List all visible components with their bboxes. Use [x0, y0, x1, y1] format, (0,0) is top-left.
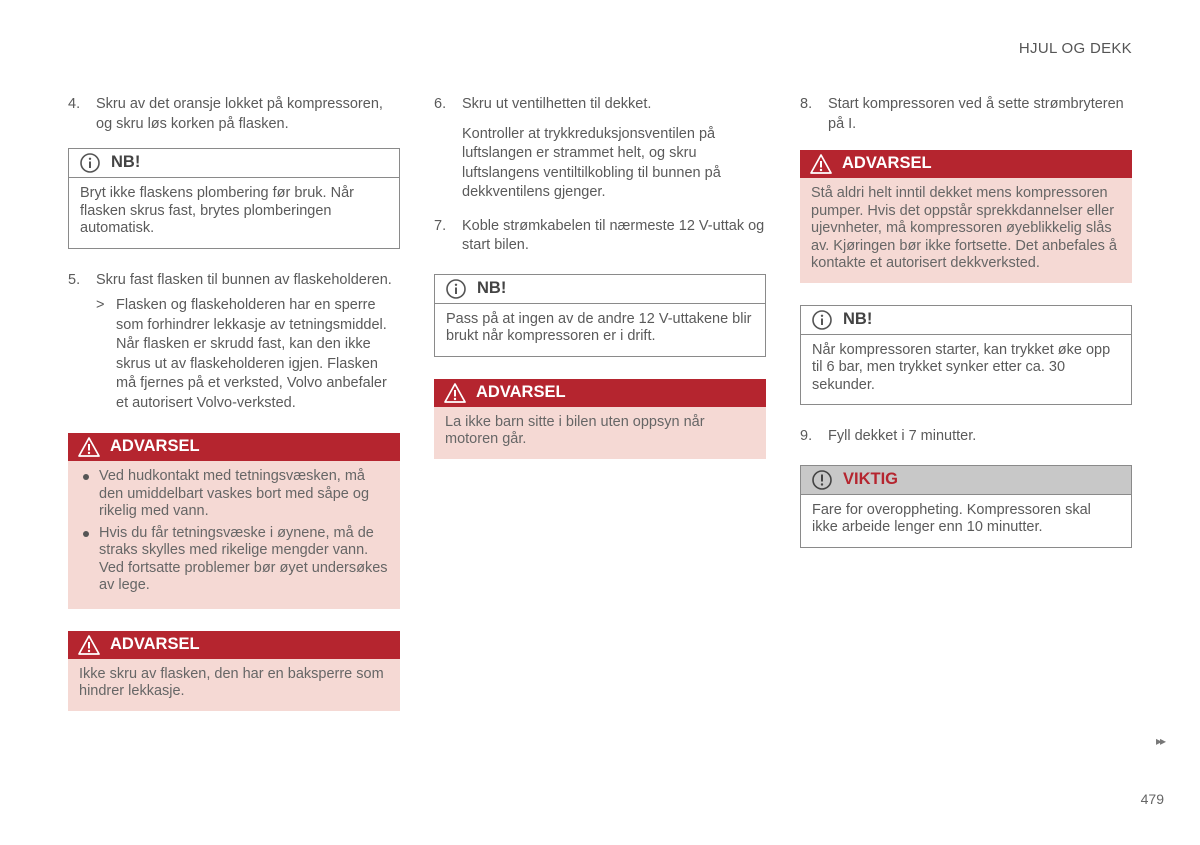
info-circle-icon: [79, 152, 101, 174]
step-extra-text: Kontroller at trykkreduksjonsventilen på luftslangen er strammet helt, og skru luftslangens ventiltilkobling til bunnen på dekkventilens gjenger.: [462, 125, 721, 200]
nb-title: NB!: [843, 309, 873, 328]
nb-note: [800, 305, 1132, 406]
viktig-box: [800, 465, 1132, 548]
nb-body: Bryt ikke flaskens plombering før bruk. Når flasken skrus fast, brytes plomberingen automatisk.: [80, 185, 354, 236]
warning-bullet: Ved hudkontakt med tetningsvæsken, må den umiddelbart vaskes bort med såpe og rikelig med vann.: [79, 468, 389, 521]
column-2: [434, 95, 766, 481]
warning-triangle-icon: [810, 153, 832, 175]
warning-title: ADVARSEL: [110, 437, 200, 456]
warning-body: La ikke barn sitte i bilen uten oppsyn når motoren går.: [434, 407, 766, 459]
warning-triangle-icon: [444, 382, 466, 404]
warning-bullet: Hvis du får tetningsvæske i øynene, må de straks skylles med rikelige mengder vann. Ved fortsatte problemer bør øyet undersøkes av lege.: [79, 525, 389, 595]
nb-header: [801, 306, 1131, 335]
warning-body: [68, 461, 400, 609]
page-number: 479: [1140, 791, 1164, 807]
step-6: [434, 95, 766, 203]
warning-body: Stå aldri helt inntil dekket mens kompressoren pumper. Hvis det oppstår sprekkdannelser eller ujevnheter, må kompressoren øyeblikkelig slås av. Kjøringen bør ikke fortsette. Det anbefales å kontakte et autorisert dekkverksted.: [800, 178, 1132, 283]
column-3: [800, 95, 1132, 570]
step-number: 7.: [434, 217, 447, 234]
step-text: Fyll dekket i 7 minutter.: [828, 428, 977, 444]
step-number: 4.: [68, 96, 81, 112]
step-number: 8.: [800, 96, 813, 112]
nb-note: [434, 274, 766, 357]
step-text: Start kompressoren ved å sette strømbryteren på I.: [828, 96, 1124, 132]
nb-body: Når kompressoren starter, kan trykket øke opp til 6 bar, men trykket synker etter ca. 30 sekunder.: [812, 341, 1111, 393]
step-text: Skru fast flasken til bunnen av flaskeholderen.: [96, 271, 392, 288]
viktig-title: VIKTIG: [843, 469, 899, 488]
warning-title: ADVARSEL: [110, 634, 200, 653]
warning-box: [800, 150, 1132, 283]
step-text: Skru av det oransje lokket på kompressoren, og skru løs korken på flasken.: [96, 96, 383, 132]
warning-bullet-list: [79, 468, 389, 595]
warning-header: [68, 631, 400, 659]
nb-body: Pass på at ingen av de andre 12 V-uttakene blir brukt når kompressoren er i drift.: [446, 310, 752, 344]
nb-header: [69, 149, 399, 178]
warning-triangle-icon: [78, 634, 100, 656]
warning-triangle-icon: [78, 436, 100, 458]
section-title: HJUL OG DEKK: [1018, 40, 1132, 57]
warning-header: [800, 150, 1132, 178]
viktig-header: [801, 466, 1131, 495]
info-circle-icon: [811, 309, 833, 331]
nb-note: [68, 148, 400, 249]
bullet-dot: [83, 474, 89, 480]
nb-header: [435, 275, 765, 304]
column-1: [68, 95, 400, 733]
step-7: [434, 217, 766, 256]
viktig-body: Fare for overoppheting. Kompressoren skal ikke arbeide lenger enn 10 minutter.: [812, 501, 1091, 535]
step-number: 6.: [434, 96, 447, 112]
step-8: [800, 95, 1132, 134]
step-number: 5.: [68, 271, 81, 288]
warning-title: ADVARSEL: [842, 154, 932, 173]
warning-title: ADVARSEL: [476, 382, 566, 401]
step-text: Skru ut ventilhetten til dekket.: [462, 96, 652, 112]
warning-box: [68, 433, 400, 609]
step-number: 9.: [800, 428, 813, 444]
result-marker: >: [96, 297, 105, 313]
step-result: [96, 296, 400, 413]
continue-arrows-icon: ▸▸: [1155, 734, 1164, 748]
warning-box: [434, 379, 766, 459]
step-9: [800, 427, 1132, 447]
nb-title: NB!: [477, 278, 507, 297]
warning-header: [434, 379, 766, 407]
step-5: [68, 271, 400, 414]
step-text: Koble strømkabelen til nærmeste 12 V-uttak og start bilen.: [462, 217, 765, 253]
bullet-dot: [83, 531, 89, 537]
warning-box: [68, 631, 400, 711]
warning-body: Ikke skru av flasken, den har en baksperre som hindrer lekkasje.: [68, 659, 400, 711]
info-circle-icon: [445, 278, 467, 300]
exclamation-circle-icon: [811, 469, 833, 491]
step-4: [68, 95, 400, 134]
result-text: Flasken og flaskeholderen har en sperre som forhindrer lekkasje av tetningsmiddel. Når flasken er skrudd fast, kan den ikke skrus ut av flaskeholderen igjen. Flasken må fjernes på et verksted, Volvo anbefaler et autorisert Volvo-verksted.: [116, 297, 387, 411]
nb-title: NB!: [111, 153, 141, 172]
warning-header: [68, 433, 400, 461]
